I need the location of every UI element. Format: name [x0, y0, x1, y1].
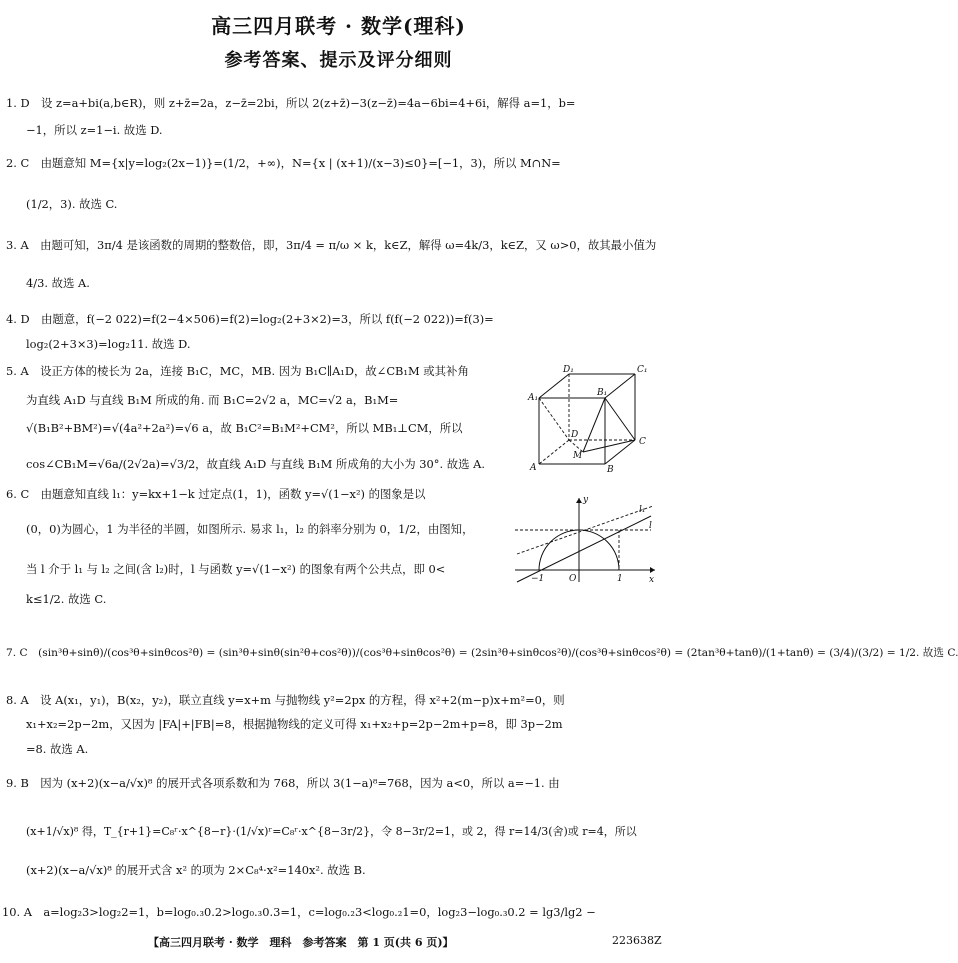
label-C: C — [639, 437, 646, 447]
answer-line: 为直线 A₁D 与直线 B₁M 所成的角. 而 B₁C=2√2 a，MC=√2 a，B₁M= — [26, 393, 399, 407]
page-title: 高三四月联考 · 数学(理科) — [211, 14, 466, 38]
label-C1: C₁ — [637, 365, 648, 375]
axis-y-label: y — [583, 495, 589, 505]
answer-line: (x+1/√x)⁸ 得，T_{r+1}=C₈ʳ·x^{8−r}·(1/√x)ʳ=C₈ʳ·x^{8−3r/2}，令 8−3r/2=1，或 2，得 r=14/3(舍)或 r=4，所以 — [26, 825, 637, 838]
answer-line: 7. C (sin³θ+sinθ)/(cos³θ+sinθcos²θ) = (sin³θ+sinθ(sin²θ+cos²θ))/(cos³θ+sinθcos²θ) = (2sin³θ+sinθcos²θ)/(cos³θ+sinθcos²θ) = (2tan³θ+tanθ)/(1+tanθ) = (3/4)/(3/2) = 1/2. 故选 C. — [6, 647, 958, 659]
answer-line: x₁+x₂=2p−2m，又因为 |FA|+|FB|=8，根据抛物线的定义可得 x₁+x₂+p=2p−2m+p=8，即 3p−2m — [26, 717, 563, 731]
answer-line: 4. D 由题意，f(−2 022)=f(2−4×506)=f(2)=log₂(2+3×2)=3，所以 f(f(−2 022))=f(3)= — [6, 312, 494, 326]
answer-line: cos∠CB₁M=√6a/(2√2a)=√3/2，故直线 A₁D 与直线 B₁M 所成角的大小为 30°. 故选 A. — [26, 457, 485, 471]
answer-line: 5. A 设正方体的棱长为 2a，连接 B₁C，MC，MB. 因为 B₁C∥A₁D，故∠CB₁M 或其补角 — [6, 364, 469, 378]
footer-text: 【高三四月联考 · 数学 理科 参考答案 第 1 页(共 6 页)】 — [148, 936, 454, 949]
label-D1: D₁ — [563, 365, 574, 375]
answer-line: (0，0)为圆心，1 为半径的半圆，如图所示. 易求 l₁，l₂ 的斜率分别为 0，1/2，由图知， — [26, 522, 474, 536]
label-B1: B₁ — [597, 388, 608, 398]
answer-line: (x+2)(x−a/√x)⁸ 的展开式含 x² 的项为 2×C₈⁴·x²=140x². 故选 B. — [26, 863, 366, 877]
answer-line: 2. C 由题意知 M={x|y=log₂(2x−1)}=(1/2，+∞)，N={x | (x+1)/(x−3)≤0}=[−1，3)，所以 M∩N= — [6, 156, 561, 170]
page-subtitle: 参考答案、提示及评分细则 — [224, 50, 453, 71]
footer-code: 223638Z — [612, 934, 662, 947]
tick-neg1: −1 — [531, 574, 545, 584]
line-l-label: l — [649, 521, 652, 531]
label-D: D — [571, 430, 579, 440]
answer-line: −1，所以 z=1−i. 故选 D. — [26, 123, 163, 137]
cube-figure — [527, 362, 651, 474]
line-l1-label: l₁ — [639, 505, 646, 515]
answer-line: 8. A 设 A(x₁，y₁)，B(x₂，y₂)，联立直线 y=x+m 与抛物线 y²=2px 的方程，得 x²+2(m−p)x+m²=0，则 — [6, 693, 565, 707]
answer-line: 10. A a=log₂3>log₂2=1，b=log₀.₃0.2>log₀.₃0.3=1，c=log₀.₂3<log₀.₂1=0，log₂3−log₀.₃0.2 = lg3/lg2 − — [2, 905, 596, 919]
axis-x-label: x — [649, 575, 655, 585]
tick-1: 1 — [617, 574, 623, 584]
label-A: A — [530, 463, 537, 473]
semicircle-figure — [511, 492, 659, 584]
answer-line: 当 l 介于 l₁ 与 l₂ 之间(含 l₂)时，l 与函数 y=√(1−x²) 的图象有两个公共点，即 0< — [26, 562, 446, 576]
answer-line: log₂(2+3×3)=log₂11. 故选 D. — [26, 337, 191, 351]
origin-label: O — [569, 574, 577, 584]
label-B: B — [607, 465, 614, 475]
answer-line: (1/2，3). 故选 C. — [26, 197, 118, 211]
answer-line: 9. B 因为 (x+2)(x−a/√x)⁸ 的展开式各项系数和为 768，所以 3(1−a)⁸=768，因为 a<0，所以 a=−1. 由 — [6, 776, 560, 790]
label-M: M — [573, 451, 583, 461]
answer-line: 1. D 设 z=a+bi(a,b∈R)，则 z+z̄=2a，z−z̄=2bi，所以 2(z+z̄)−3(z−z̄)=4a−6bi=4+6i，解得 a=1，b= — [6, 96, 576, 110]
answer-line: 3. A 由题可知，3π/4 是该函数的周期的整数倍，即，3π/4 = π/ω × k，k∈Z，解得 ω=4k/3，k∈Z，又 ω>0，故其最小值为 — [6, 238, 657, 252]
answer-line: 4/3. 故选 A. — [26, 276, 90, 290]
answer-line: =8. 故选 A. — [26, 742, 89, 756]
answer-line: k≤1/2. 故选 C. — [26, 592, 107, 606]
label-A1: A₁ — [528, 393, 539, 403]
answer-line: 6. C 由题意知直线 l₁：y=kx+1−k 过定点(1，1)，函数 y=√(1−x²) 的图象是以 — [6, 487, 426, 501]
answer-line: √(B₁B²+BM²)=√(4a²+2a²)=√6 a，故 B₁C²=B₁M²+CM²，所以 MB₁⊥CM，所以 — [26, 421, 463, 435]
